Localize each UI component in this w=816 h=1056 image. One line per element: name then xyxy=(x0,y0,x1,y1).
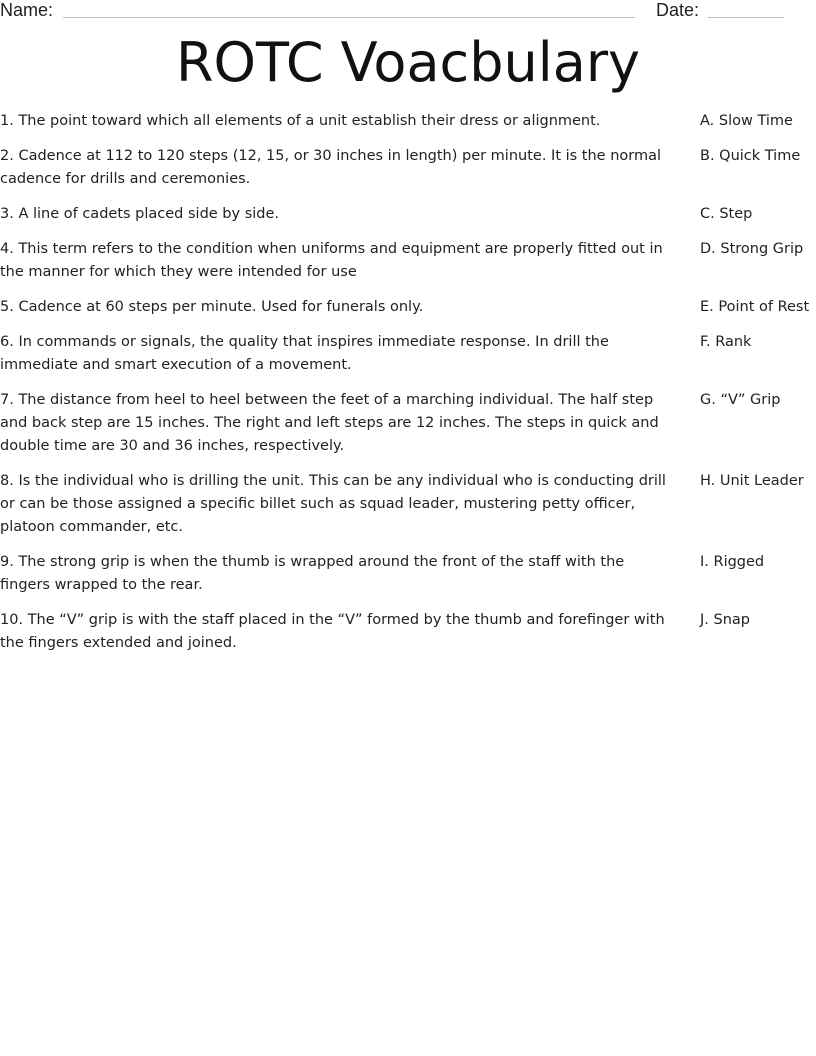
clue-text: 2. Cadence at 112 to 120 steps (12, 15, or 30 inches in length) per minute. It is the normal cadence for drills and ceremonies. xyxy=(0,148,662,187)
list-item xyxy=(0,331,816,377)
answer-option: D. Strong Grip xyxy=(700,241,804,257)
list-item xyxy=(0,238,816,284)
clue-text: 4. This term refers to the condition when uniforms and equipment are properly fitted out in the manner for which they were intended for use xyxy=(0,241,663,280)
answer-option: I. Rigged xyxy=(700,554,765,570)
list-item xyxy=(0,470,816,539)
clue-text: 3. A line of cadets placed side by side. xyxy=(0,206,280,222)
answer-option: H. Unit Leader xyxy=(700,473,804,489)
worksheet-header xyxy=(0,0,816,22)
clue-text: 7. The distance from heel to heel between the feet of a marching individual. The half step and back step are 15 inches. The right and left steps are 12 inches. The steps in quick and double time are 30 and 36 inches, respectively. xyxy=(0,392,659,454)
matching-list xyxy=(0,110,816,667)
name-label: Name: xyxy=(0,0,54,20)
date-field-line[interactable] xyxy=(708,17,784,18)
answer-option: B. Quick Time xyxy=(700,148,801,164)
list-item xyxy=(0,203,816,226)
answer-option: A. Slow Time xyxy=(700,113,793,129)
date-label: Date: xyxy=(656,0,700,20)
list-item xyxy=(0,145,816,191)
clue-text: 10. The “V” grip is with the staff placed in the “V” formed by the thumb and forefinger with the fingers extended and joined. xyxy=(0,612,665,651)
clue-text: 8. Is the individual who is drilling the unit. This can be any individual who is conducting drill or can be those assigned a specific billet such as squad leader, mustering petty officer, platoon commander, etc. xyxy=(0,473,666,535)
clue-text: 5. Cadence at 60 steps per minute. Used for funerals only. xyxy=(0,299,424,315)
answer-option: J. Snap xyxy=(700,612,750,628)
list-item xyxy=(0,609,816,655)
list-item xyxy=(0,296,816,319)
answer-option: C. Step xyxy=(700,206,753,222)
name-field-line[interactable] xyxy=(63,17,635,18)
list-item xyxy=(0,110,816,133)
clue-text: 1. The point toward which all elements of a unit establish their dress or alignment. xyxy=(0,113,601,129)
clue-text: 6. In commands or signals, the quality that inspires immediate response. In drill the immediate and smart execution of a movement. xyxy=(0,334,609,373)
clue-text: 9. The strong grip is when the thumb is wrapped around the front of the staff with the fingers wrapped to the rear. xyxy=(0,554,625,593)
list-item xyxy=(0,551,816,597)
answer-option: G. “V” Grip xyxy=(700,392,781,408)
list-item xyxy=(0,389,816,458)
answer-option: F. Rank xyxy=(700,334,752,350)
answer-option: E. Point of Rest xyxy=(700,299,810,315)
page-title: ROTC Voacbulary xyxy=(175,31,641,94)
